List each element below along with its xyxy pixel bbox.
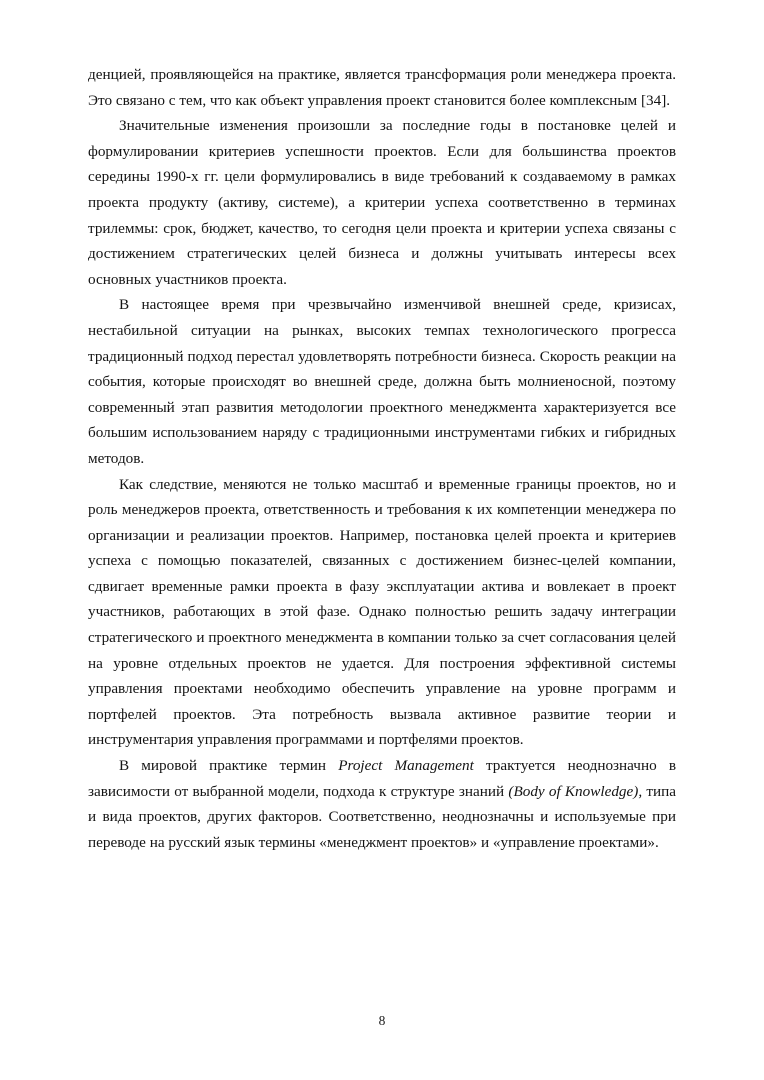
paragraph-5-segment-1: В мировой практике термин	[119, 757, 339, 775]
paragraph-3: В настоящее время при чрезвычайно изменчивой внешней среде, кризисах, нестабильной ситуации на рынках, высоких темпах технологического прогресса традиционный подход перестал удовлетворять потребности бизнеса. Скорость реакции на события, которые происходят во внешней среде, должна быть молниеносной, поэтому современный этап развития методологии проектного менеджмента характеризуется все большим использованием наряду с традиционными инструментами гибких и гибридных методов.	[88, 296, 676, 467]
paragraph-2: Значительные изменения произошли за последние годы в постановке целей и формулировании критериев успешности проектов. Если для большинства проектов середины 1990-х гг. цели формулировались в виде требований к создаваемому в рамках проекта продукту (активу, системе), а критерии успеха соответственно в терминах трилеммы: срок, бюджет, качество, то сегодня цели проекта и критерии успеха связаны с достижением стратегических целей бизнеса и должны учитывать интересы всех основных участников проекта.	[88, 117, 676, 288]
paragraph-5-segment-2: трактуется неоднозначно в зависимости от выбранной модели, подхода к структуре знаний	[88, 757, 676, 800]
paragraph-1: денцией, проявляющейся на практике, является трансформация роли менеджера проекта. Это связано с тем, что как объект управления проект становится более комплексным [34].	[88, 66, 676, 109]
paragraph-5	[88, 753, 676, 855]
page-number: 8	[378, 1013, 386, 1028]
page-body	[88, 62, 676, 855]
paragraph-5-term-project-management: Project Management	[338, 757, 474, 775]
paragraph-4: Как следствие, меняются не только масштаб и временные границы проектов, но и роль менеджеров проекта, ответственность и требования к их компетенции менеджера по организации и реализации проектов. Например, постановка целей проекта и критериев успеха с помощью показателей, связанных с достижением бизнес-целей компании, сдвигает временные рамки проекта в фазу эксплуатации актива и вовлекает в проект участников, работающих в этой фазе. Однако полностью решить задачу интеграции стратегического и проектного менеджмента в компании только за счет согласования целей на уровне отдельных проектов не удается. Для построения эффективной системы управления проектами необходимо обеспечить управление на уровне программ и портфелей проектов. Эта потребность вызвала активное развитие теории и инструментария управления программами и портфелями проектов.	[88, 475, 676, 749]
paragraph-5-term-body-of-knowledge: (Body of Knowledge),	[508, 782, 643, 800]
paragraph-5-segment-3: типа и вида проектов, других факторов. Соответственно, неоднозначны и используемые при переводе на русский язык термины «менеджмент проектов» и «управление проектами».	[88, 782, 676, 851]
